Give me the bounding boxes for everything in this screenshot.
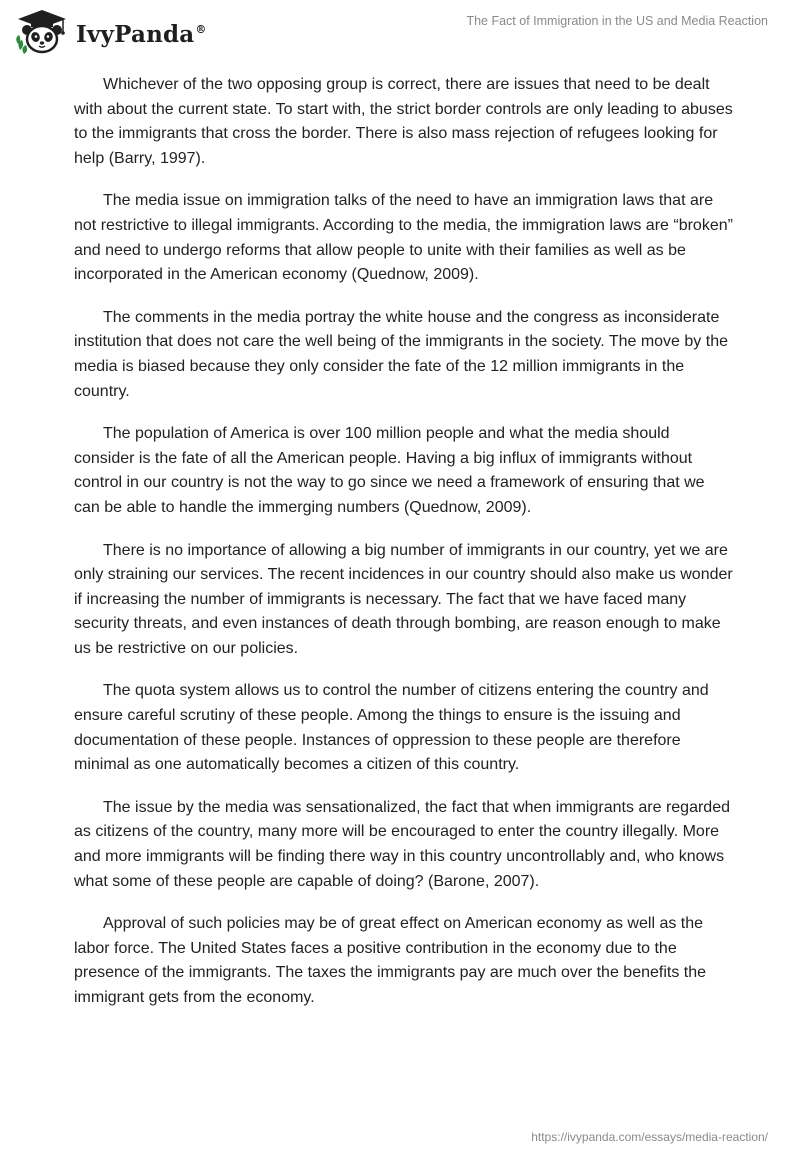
paragraph: The media issue on immigration talks of the need to have an immigration laws that are not restrictive to illegal immigrants. According to the media, the immigration laws are “broken” and need to undergo reforms that allow people to unite with their families as well as be incorporated in the American economy (Quednow, 2009).	[74, 192, 733, 284]
paragraph: Whichever of the two opposing group is correct, there are issues that need to be dealt with about the current state. To start with, the strict border controls are only leading to abuses to the immigrants that cross the border. There is also mass rejection of refugees looking for help (Barry, 1997).	[74, 76, 733, 167]
paragraph: The population of America is over 100 million people and what the media should consider is the fate of all the American people. Having a big influx of immigrants without control in our country is not the way to go since we need a framework of ensuring that we can be able to handle the immerging numbers (Quednow, 2009).	[74, 425, 705, 516]
page-header	[0, 0, 800, 60]
registered-mark: ®	[195, 22, 207, 36]
brand-name	[76, 21, 207, 48]
panda-graduate-logo-icon	[14, 8, 70, 56]
paragraph: The issue by the media was sensationalized, the fact that when immigrants are regarded as citizens of the country, many more will be encouraged to enter the country illegally. More and more immigrants will be finding there way in this country uncontrollably and, who knows what some of these people are capable of doing? (Barone, 2007).	[74, 798, 730, 890]
paragraph: Approval of such policies may be of great effect on American economy as well as the labor force. The United States faces a positive contribution in the economy due to the presence of the immigrants. The taxes the immigrants pay are much over the benefits the immigrant gets from the economy.	[74, 915, 707, 1006]
paragraph: The comments in the media portray the white house and the congress as inconsiderate institution that does not care the well being of the immigrants in the society. The move by the media is biased because they only consider the fate of the 12 million immigrants in the country.	[74, 308, 728, 400]
document-title: The Fact of Immigration in the US and Media Reaction	[466, 14, 768, 28]
brand-name-text: IvyPanda	[76, 20, 195, 48]
essay-body	[74, 73, 734, 1029]
source-url[interactable]: https://ivypanda.com/essays/media-reaction/	[531, 1130, 768, 1144]
paragraph: The quota system allows us to control the number of citizens entering the country and ensure careful scrutiny of these people. Among the things to ensure is the issuing and documentation of these people. Instances of oppression to these people are therefore minimal as one automatically becomes a citizen of this country.	[74, 682, 709, 774]
ivypanda-logo[interactable]	[14, 8, 207, 56]
paragraph: There is no importance of allowing a big number of immigrants in our country, yet we are only straining our services. The recent incidences in our country should also make us wonder if increasing the number of immigrants is necessary. The fact that we have faced many security threats, and even instances of death through bombing, are reason enough to make us be restrictive on our policies.	[74, 541, 733, 657]
